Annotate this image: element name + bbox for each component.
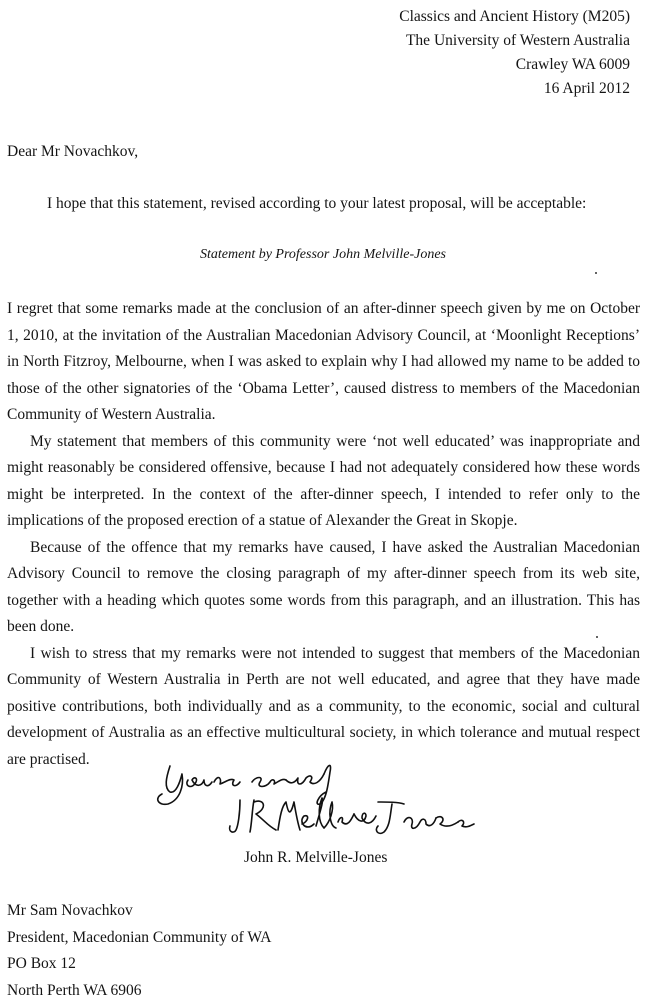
signatory-name: John R. Melville-Jones [244, 846, 387, 870]
recipient-locality: North Perth WA 6906 [7, 978, 271, 1004]
sender-department: Classics and Ancient History (M205) [399, 5, 630, 29]
recipient-address [7, 898, 271, 1004]
recipient-po-box: PO Box 12 [7, 951, 271, 978]
handwritten-signature [140, 752, 480, 852]
intro-sentence: I hope that this statement, revised according to your latest proposal, will be acceptable: [47, 192, 586, 216]
sender-locality: Crawley WA 6009 [399, 53, 630, 77]
sender-university: The University of Western Australia [399, 29, 630, 53]
paragraph-1: I regret that some remarks made at the conclusion of an after-dinner speech given by me on October 1, 2010, at the invitation of the Australian Macedonian Advisory Council, at ‘Moonlight Receptions’ in North Fitzroy, Melbourne, when I was asked to explain why I had allowed my name to be added to those of the other signatories of the ‘Obama Letter’, caused distress to members of the Macedonian Community of Western Australia. [7, 296, 640, 429]
statement-title: Statement by Professor John Melville-Jones [0, 244, 646, 266]
statement-body [7, 296, 640, 773]
paragraph-3: Because of the offence that my remarks have caused, I have asked the Australian Macedonian Advisory Council to remove the closing paragraph of my after-dinner speech from its web site, together with a heading which quotes some words from this paragraph, and an illustration. This has been done. [7, 535, 640, 641]
scan-speck [596, 636, 598, 638]
paragraph-4: I wish to stress that my remarks were not intended to suggest that members of the Macedonian Community of Western Australia in Perth are not well educated, and agree that they have made positive contributions, both individually and as a community, to the economic, social and cultural development of Australia as an effective multicultural society, in which tolerance and mutual respect are practised. [7, 641, 640, 774]
sender-address [399, 5, 630, 101]
letter-date: 16 April 2012 [399, 77, 630, 101]
salutation: Dear Mr Novachkov, [7, 140, 138, 164]
recipient-name: Mr Sam Novachkov [7, 898, 271, 925]
scan-speck [595, 272, 597, 274]
paragraph-2: My statement that members of this community were ‘not well educated’ was inappropriate and might reasonably be considered offensive, because I had not adequately considered how these words might be interpreted. In the context of the after-dinner speech, I intended to refer only to the implications of the proposed erection of a statue of Alexander the Great in Skopje. [7, 429, 640, 535]
recipient-title: President, Macedonian Community of WA [7, 925, 271, 952]
signature-drawing [140, 752, 480, 852]
